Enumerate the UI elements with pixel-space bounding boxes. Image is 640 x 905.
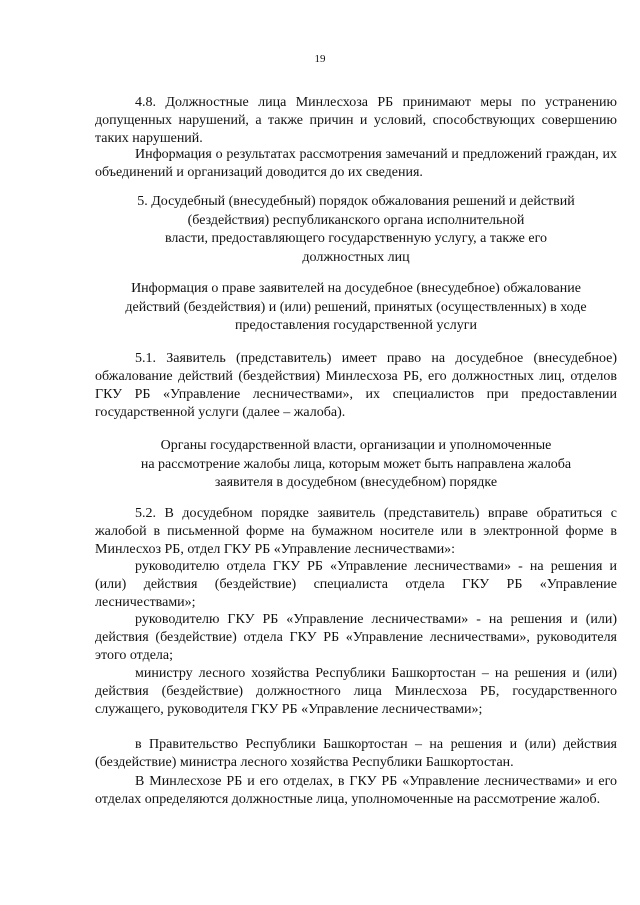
heading-line: заявителя в досудебном (внесудебном) порядке xyxy=(214,475,498,490)
paragraph-5-2: 5.2. В досудебном порядке заявитель (представитель) вправе обратиться с жалобой в письменной форме на бумажном носителе или в электронной форме в Минлесхоз РБ, отдел ГКУ РБ «Управление лесничествами»: xyxy=(95,506,617,557)
heading-line: 5. Досудебный (внесудебный) порядок обжалования решений и действий xyxy=(137,194,575,209)
heading-line: предоставления государственной услуги xyxy=(235,318,477,333)
paragraph-head-gku: руководителю ГКУ РБ «Управление лесничествами» - на решения и (или) действия (бездействие) отдела ГКУ РБ «Управление лесничествами», руководителя этого отдела; xyxy=(95,612,617,663)
heading-line: действий (бездействия) и (или) решений, принятых (осуществленных) в ходе xyxy=(125,299,587,315)
heading-line: должностных лиц xyxy=(302,249,410,265)
subheading-info-right xyxy=(95,280,617,336)
paragraph-4-8: 4.8. Должностные лица Минлесхоза РБ принимают меры по устранению допущенных нарушений, а также причин и условий, способствующих совершению таких нарушений. xyxy=(95,95,617,146)
paragraph-officials: В Минлесхозе РБ и его отделах, в ГКУ РБ «Управление лесничествами» и его отделах определяются должностные лица, уполномоченные на рассмотрение жалоб. xyxy=(95,774,617,807)
subheading-bodies xyxy=(95,437,617,493)
heading-line: Информация о праве заявителей на досудебное (внесудебное) обжалование xyxy=(131,281,581,296)
paragraph-minister: министру лесного хозяйства Республики Башкортостан – на решения и (или) действия (бездействие) должностного лица Минлесхоза РБ, государственного служащего, руководителя ГКУ РБ «Управление лесничествами»; xyxy=(95,666,617,717)
page-number: 19 xyxy=(314,53,326,65)
paragraph-5-1: 5.1. Заявитель (представитель) имеет право на досудебное (внесудебное) обжалование действий (бездействия) Минлесхоза РБ, его должностных лиц, отделов ГКУ РБ «Управление лесничествами», их специалистов при предоставлении государственной услуги (далее – жалоба). xyxy=(95,351,617,420)
heading-line: Органы государственной власти, организации и уполномоченные xyxy=(160,438,552,453)
heading-line: (бездействия) республиканского органа исполнительной xyxy=(187,212,525,228)
paragraph-head-dept: руководителю отдела ГКУ РБ «Управление лесничествами» - на решения и (или) действия (бездействие) специалиста отдела ГКУ РБ «Управление лесничествами»; xyxy=(95,559,617,610)
section-5-heading xyxy=(95,193,617,267)
paragraph-government: в Правительство Республики Башкортостан – на решения и (или) действия (бездействие) министра лесного хозяйства Республики Башкортостан. xyxy=(95,737,617,770)
heading-line: власти, предоставляющего государственную услугу, а также его xyxy=(165,231,547,246)
paragraph-info-results: Информация о результатах рассмотрения замечаний и предложений граждан, их объединений и организаций доводится до их сведения. xyxy=(95,147,617,180)
heading-line: на рассмотрение жалобы лица, которым может быть направлена жалоба xyxy=(140,456,572,472)
